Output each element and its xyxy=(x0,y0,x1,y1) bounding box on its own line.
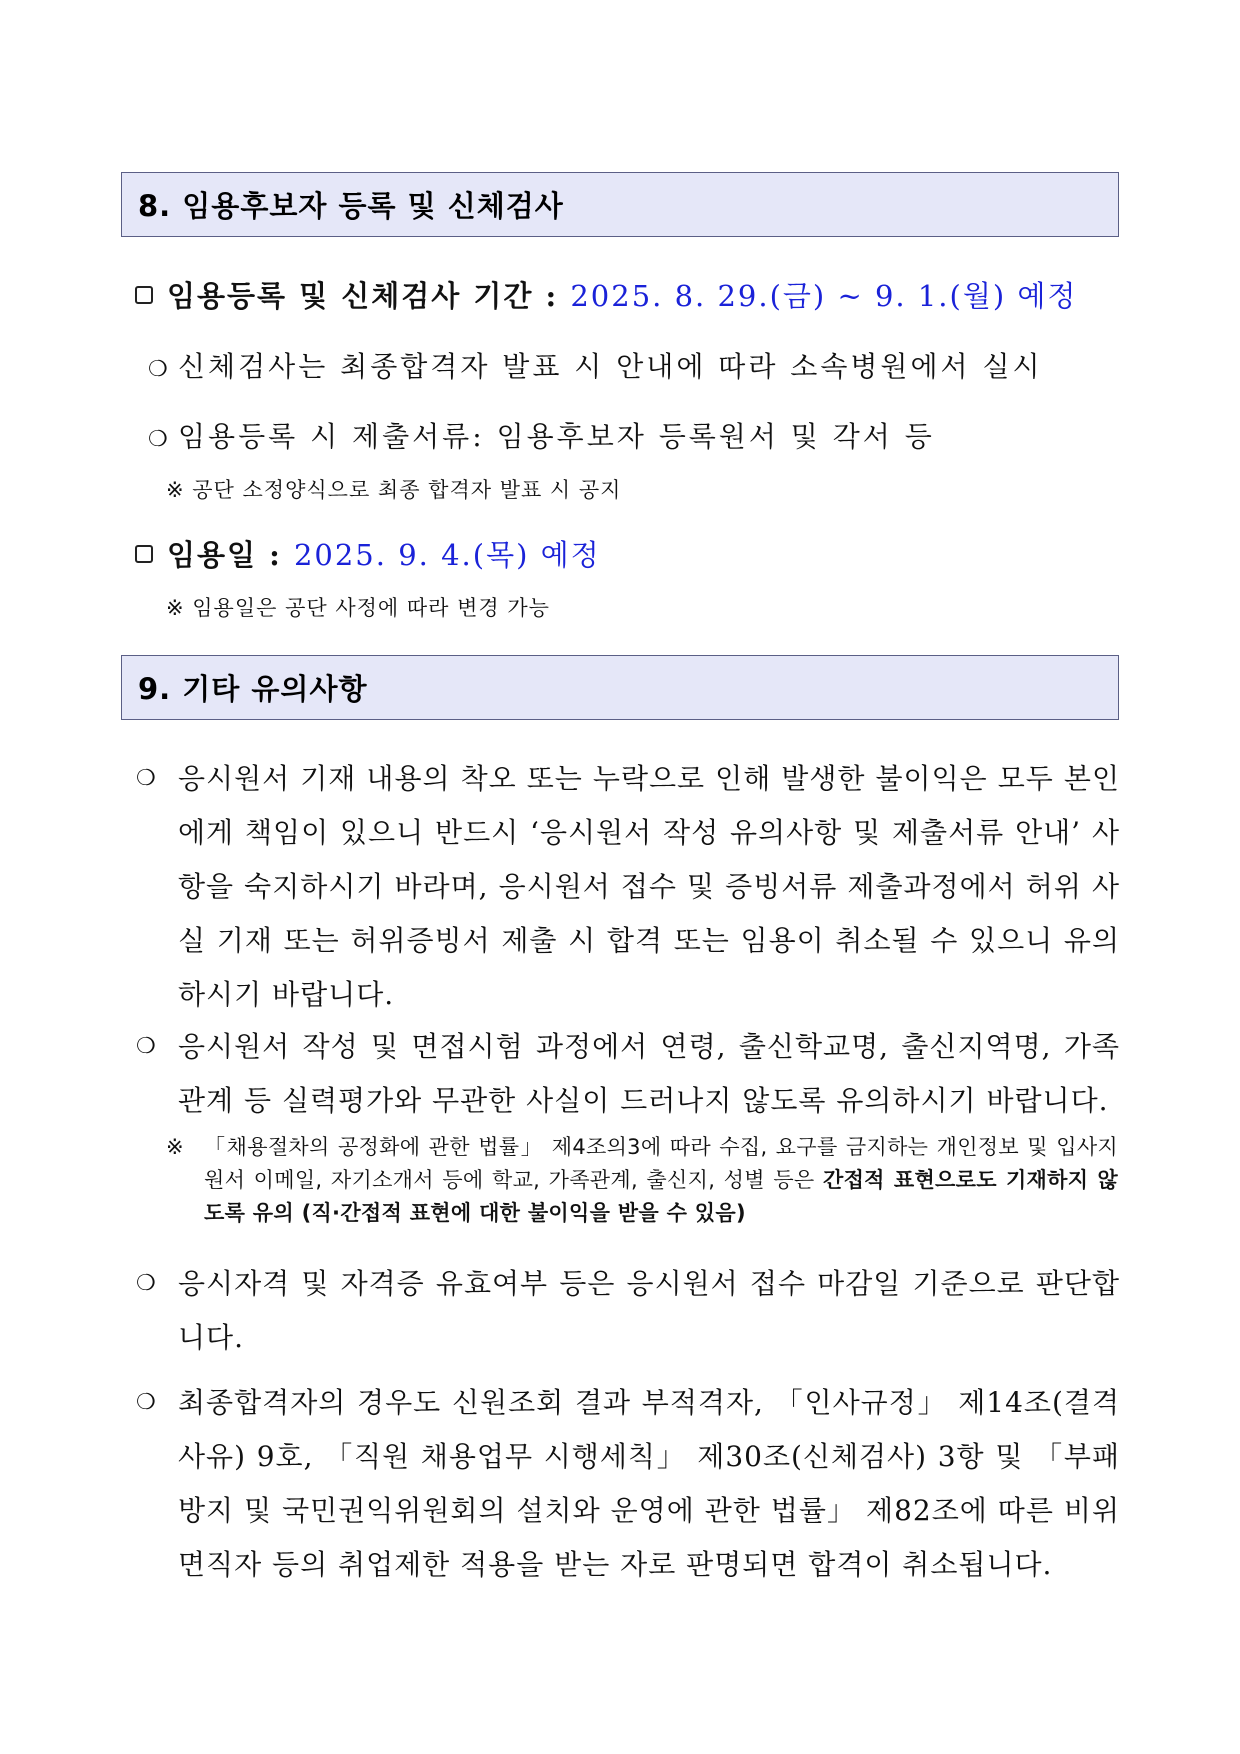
appointment-date-label: 임용일 : xyxy=(167,538,294,572)
submission-docs-bullet xyxy=(148,415,935,455)
circle-bullet-icon: ❍ xyxy=(136,1034,157,1059)
section-8-title: 8. 임용후보자 등록 및 신체검사 xyxy=(138,189,564,223)
registration-period-value: 2025. 8. 29.(금) ~ 9. 1.(월) 예정 xyxy=(570,279,1078,313)
caution-text-4: 최종합격자의 경우도 신원조회 결과 부적격자, 「인사규정」 제14조(결격사유) 9호, 「직원 채용업무 시행세칙」 제30조(신체검사) 3항 및 「부패방지 및 국민권익위원회의 설치와 운영에 관한 법률」 제82조에 따른 비위면직자 등의 취업제한 적용을 받는 자로 판명되면 합격이 취소됩니다. xyxy=(178,1386,1120,1581)
privacy-note-normal: 「채용절차의 공정화에 관한 법률」 제4조의3에 따라 수집, 요구를 금지하는 개인정보 및 입사지원서 이메일, 자기소개서 등에 학교, 가족관계, 출신지, 성별 등은 xyxy=(204,1135,1118,1192)
circle-bullet-icon: ❍ xyxy=(136,766,157,791)
appointment-date-value: 2025. 9. 4.(목) 예정 xyxy=(293,538,601,572)
section-9-header xyxy=(121,655,1119,720)
privacy-law-note-text xyxy=(204,1131,1118,1230)
circle-bullet-icon: ❍ xyxy=(148,357,171,382)
caution-text-2: 응시원서 작성 및 면접시험 과정에서 연령, 출신학교명, 출신지역명, 가족 관계 등 실력평가와 무관한 사실이 드러나지 않도록 유의하시기 바랍니다. xyxy=(178,1030,1120,1117)
caution-text-1: 응시원서 기재 내용의 착오 또는 누락으로 인해 발생한 불이익은 모두 본인에게 책임이 있으니 반드시 ‘응시원서 작성 유의사항 및 제출서류 안내’ 사항을 숙지하시기 바라며, 응시원서 접수 및 증빙서류 제출과정에서 허위 사실 기재 또는 허위증빙서 제출 시 합격 또는 임용이 취소될 수 있으니 유의하시기 바랍니다. xyxy=(178,762,1120,1011)
privacy-note-bold: 간접적 표현으로도 기재하지 않도록 유의 (직·간접적 표현에 대한 불이익을 받을 수 있음) xyxy=(204,1168,1119,1225)
caution-text-3: 응시자격 및 자격증 유효여부 등은 응시원서 접수 마감일 기준으로 판단합니다. xyxy=(178,1267,1121,1354)
appointment-date-row xyxy=(135,533,601,574)
caution-paragraph-1 xyxy=(136,752,1120,1022)
section-9-title: 9. 기타 유의사항 xyxy=(138,672,368,706)
registration-period-label: 임용등록 및 신체검사 기간 : xyxy=(167,279,571,313)
medical-check-bullet xyxy=(148,345,1043,385)
caution-paragraph-2 xyxy=(136,1020,1120,1128)
section-8-header xyxy=(121,172,1119,237)
submission-docs-text: 임용등록 시 제출서류: 임용후보자 등록원서 및 각서 등 xyxy=(178,420,935,453)
medical-check-text: 신체검사는 최종합격자 발표 시 안내에 따라 소속병원에서 실시 xyxy=(178,350,1043,383)
caution-paragraph-4 xyxy=(136,1376,1120,1592)
caution-paragraph-3 xyxy=(136,1257,1120,1365)
form-note: ※ 공단 소정양식으로 최종 합격자 발표 시 공지 xyxy=(166,478,622,502)
note-mark: ※ xyxy=(166,1135,184,1159)
checkbox-square-icon xyxy=(135,286,153,304)
circle-bullet-icon: ❍ xyxy=(136,1271,157,1296)
registration-period-row xyxy=(135,274,1077,315)
privacy-law-note xyxy=(166,1131,1118,1230)
appointment-date-note: ※ 임용일은 공단 사정에 따라 변경 가능 xyxy=(166,596,550,620)
circle-bullet-icon: ❍ xyxy=(136,1390,157,1415)
checkbox-square-icon xyxy=(135,545,153,563)
circle-bullet-icon: ❍ xyxy=(148,427,171,452)
